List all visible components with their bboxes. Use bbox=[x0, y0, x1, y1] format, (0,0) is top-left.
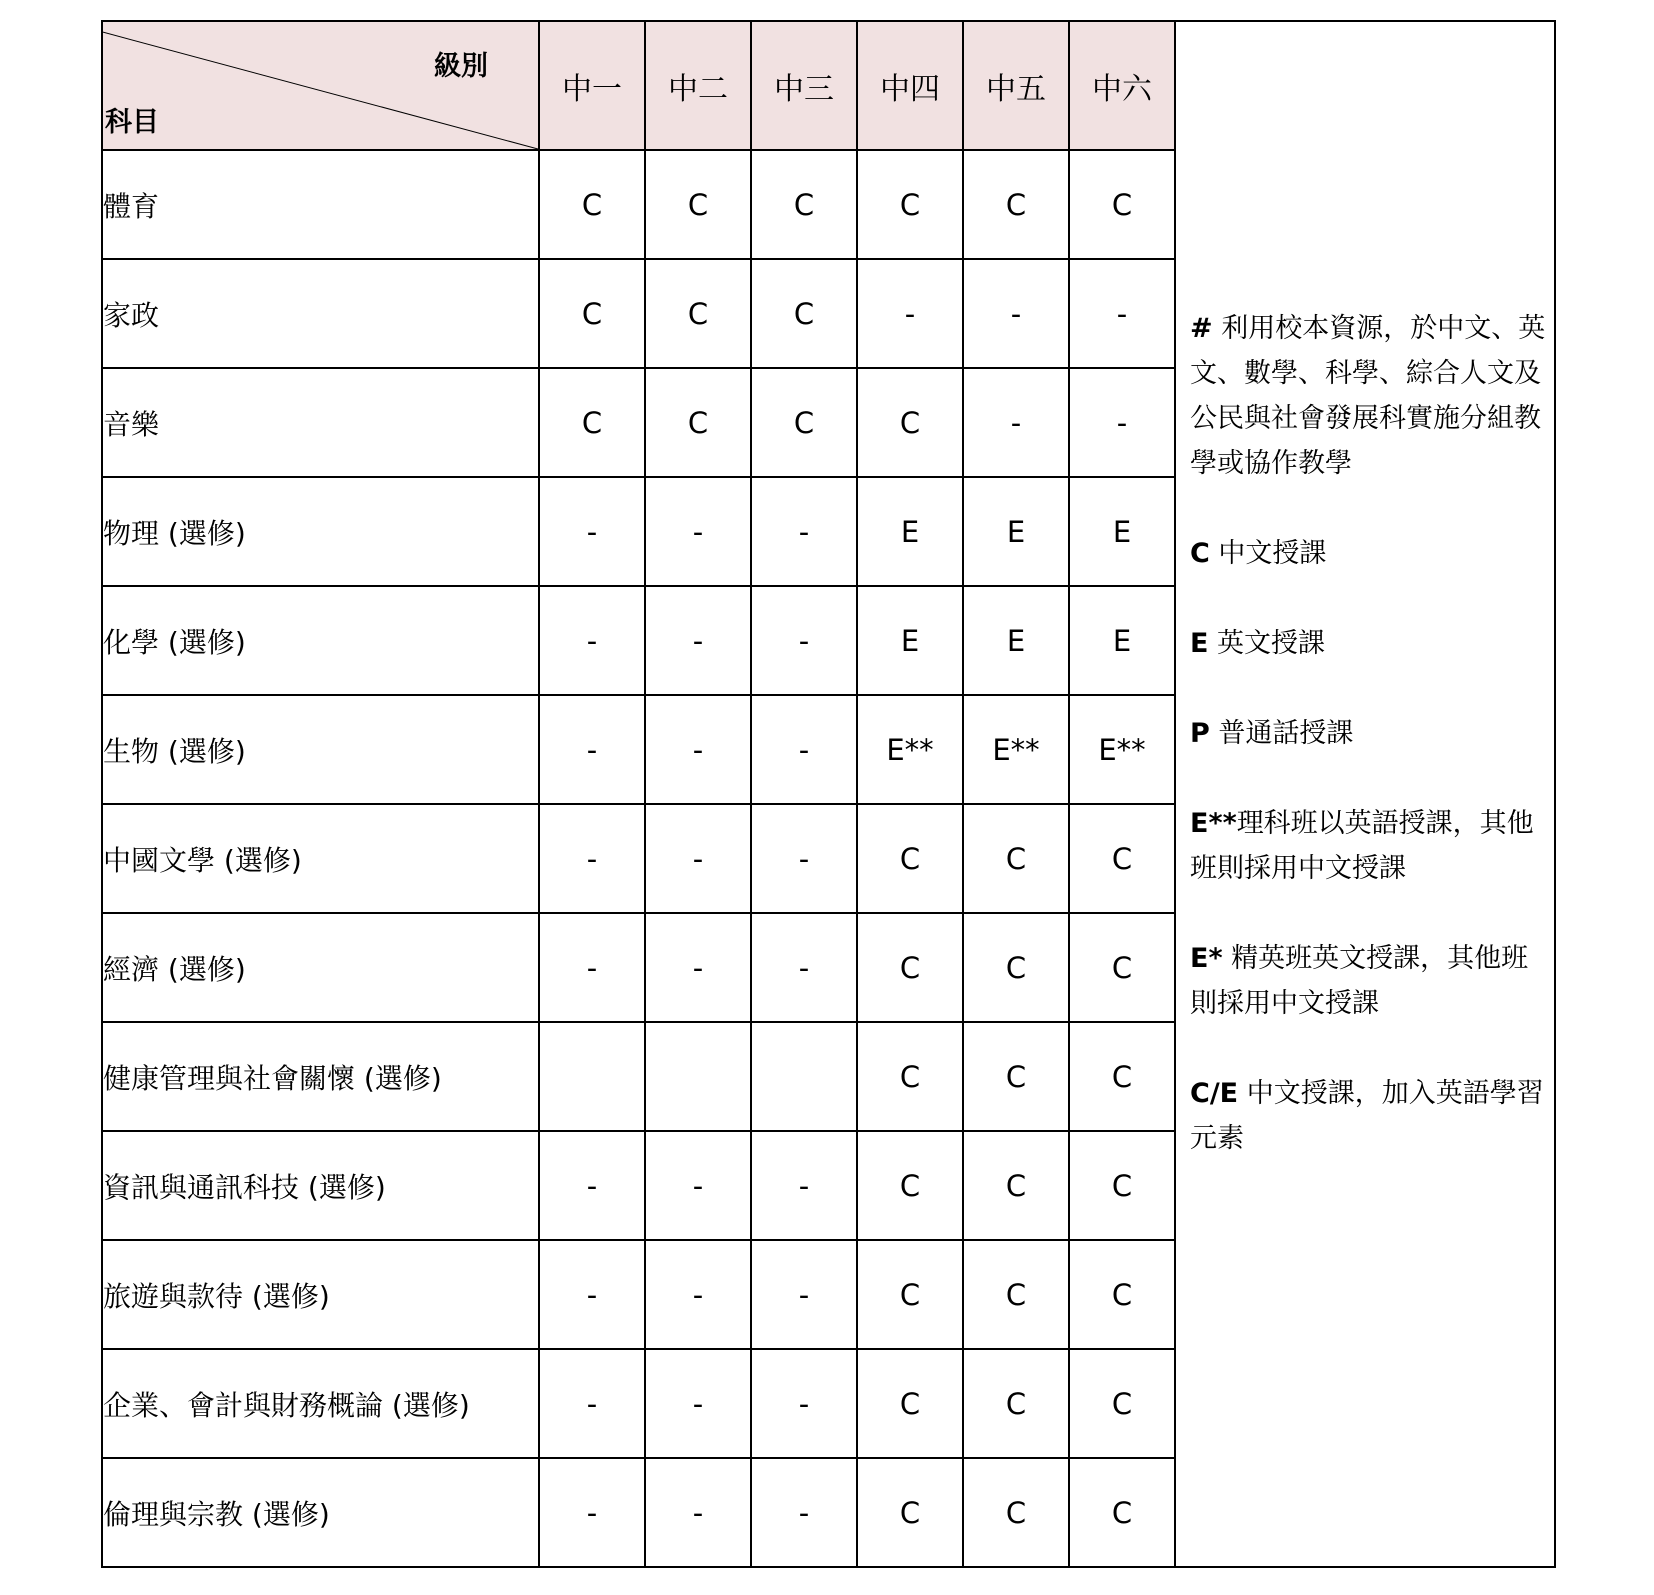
language-cell: C bbox=[1069, 1022, 1175, 1131]
language-cell: - bbox=[963, 368, 1069, 477]
subject-cell: 中國文學 (選修) bbox=[102, 804, 539, 913]
subject-header-label: 科目 bbox=[105, 107, 159, 138]
language-cell: C bbox=[857, 1349, 963, 1458]
language-cell: C bbox=[963, 1240, 1069, 1349]
language-cell: C bbox=[1069, 1349, 1175, 1458]
legend-item bbox=[1190, 1071, 1550, 1161]
grade-header-s1: 中一 bbox=[539, 21, 645, 150]
legend-notes bbox=[1190, 306, 1550, 1206]
language-cell: C bbox=[963, 1349, 1069, 1458]
grade-header-s3: 中三 bbox=[751, 21, 857, 150]
language-cell: - bbox=[539, 913, 645, 1022]
language-cell: C bbox=[751, 150, 857, 259]
subject-cell: 經濟 (選修) bbox=[102, 913, 539, 1022]
subject-cell: 企業、會計與財務概論 (選修) bbox=[102, 1349, 539, 1458]
language-cell: C bbox=[645, 259, 751, 368]
language-cell: - bbox=[539, 1240, 645, 1349]
language-cell: C bbox=[857, 1022, 963, 1131]
legend-item bbox=[1190, 621, 1550, 666]
language-cell: - bbox=[1069, 368, 1175, 477]
language-cell: E bbox=[1069, 586, 1175, 695]
language-cell: - bbox=[645, 913, 751, 1022]
language-cell: E bbox=[857, 586, 963, 695]
language-cell: C bbox=[1069, 1458, 1175, 1567]
language-cell: - bbox=[751, 1131, 857, 1240]
language-cell: C bbox=[857, 150, 963, 259]
language-cell: C bbox=[857, 913, 963, 1022]
legend-key: E* bbox=[1190, 943, 1223, 974]
legend-item bbox=[1190, 711, 1550, 756]
language-cell: - bbox=[645, 1349, 751, 1458]
language-cell: - bbox=[539, 695, 645, 804]
language-cell: - bbox=[539, 1349, 645, 1458]
language-cell: C bbox=[751, 368, 857, 477]
legend-notes-cell bbox=[1175, 21, 1555, 1567]
language-cell: - bbox=[539, 477, 645, 586]
language-cell: - bbox=[645, 1458, 751, 1567]
language-cell: - bbox=[1069, 259, 1175, 368]
legend-text: 中文授課，加入英語學習元素 bbox=[1190, 1078, 1544, 1154]
subject-cell: 旅遊與款待 (選修) bbox=[102, 1240, 539, 1349]
legend-key: E bbox=[1190, 628, 1209, 659]
language-cell: C bbox=[857, 804, 963, 913]
diagonal-divider-line bbox=[103, 22, 538, 149]
legend-key: P bbox=[1190, 718, 1210, 749]
language-cell: C bbox=[1069, 150, 1175, 259]
language-cell: C bbox=[539, 368, 645, 477]
language-cell: - bbox=[645, 477, 751, 586]
legend-item bbox=[1190, 801, 1550, 891]
language-cell: E bbox=[963, 586, 1069, 695]
language-cell: - bbox=[751, 1240, 857, 1349]
language-cell: C bbox=[539, 150, 645, 259]
legend-item bbox=[1190, 936, 1550, 1026]
language-cell: - bbox=[751, 695, 857, 804]
legend-key: C bbox=[1190, 538, 1210, 569]
language-cell: - bbox=[751, 1458, 857, 1567]
legend-item bbox=[1190, 531, 1550, 576]
subject-cell: 資訊與通訊科技 (選修) bbox=[102, 1131, 539, 1240]
language-cell bbox=[645, 1022, 751, 1131]
subject-cell: 家政 bbox=[102, 259, 539, 368]
language-cell: - bbox=[963, 259, 1069, 368]
language-cell: E** bbox=[963, 695, 1069, 804]
language-cell: C bbox=[857, 1131, 963, 1240]
language-cell: C bbox=[857, 1458, 963, 1567]
diagonal-header-cell bbox=[102, 21, 539, 150]
language-cell: - bbox=[751, 1349, 857, 1458]
language-cell: - bbox=[645, 1131, 751, 1240]
table-body bbox=[102, 21, 1555, 1567]
subject-cell: 化學 (選修) bbox=[102, 586, 539, 695]
language-cell: - bbox=[539, 804, 645, 913]
language-cell: C bbox=[645, 150, 751, 259]
grade-header-s6: 中六 bbox=[1069, 21, 1175, 150]
subject-cell: 生物 (選修) bbox=[102, 695, 539, 804]
language-cell: C bbox=[963, 1458, 1069, 1567]
language-cell: - bbox=[539, 1131, 645, 1240]
language-cell: - bbox=[645, 695, 751, 804]
language-cell: - bbox=[751, 913, 857, 1022]
language-cell: C bbox=[963, 1131, 1069, 1240]
language-cell: - bbox=[645, 586, 751, 695]
subject-cell: 音樂 bbox=[102, 368, 539, 477]
language-cell: C bbox=[963, 913, 1069, 1022]
language-cell bbox=[751, 1022, 857, 1131]
language-cell: C bbox=[645, 368, 751, 477]
subject-cell: 體育 bbox=[102, 150, 539, 259]
language-cell: E bbox=[963, 477, 1069, 586]
language-cell: - bbox=[539, 1458, 645, 1567]
language-cell: C bbox=[751, 259, 857, 368]
legend-key: # bbox=[1190, 313, 1213, 344]
legend-text: 利用校本資源，於中文、英文、數學、科學、綜合人文及公民與社會發展科實施分組教學或協作教學 bbox=[1190, 313, 1546, 479]
language-cell: - bbox=[645, 804, 751, 913]
subject-cell: 物理 (選修) bbox=[102, 477, 539, 586]
subject-cell: 倫理與宗教 (選修) bbox=[102, 1458, 539, 1567]
language-cell: E bbox=[857, 477, 963, 586]
language-cell: - bbox=[645, 1240, 751, 1349]
grade-header-s5: 中五 bbox=[963, 21, 1069, 150]
language-cell: C bbox=[963, 150, 1069, 259]
language-cell: C bbox=[1069, 1131, 1175, 1240]
subject-cell: 健康管理與社會關懷 (選修) bbox=[102, 1022, 539, 1131]
grade-header-label: 級別 bbox=[434, 51, 488, 82]
language-cell: - bbox=[751, 804, 857, 913]
language-cell: E bbox=[1069, 477, 1175, 586]
legend-key: C/E bbox=[1190, 1078, 1239, 1109]
language-cell: - bbox=[539, 586, 645, 695]
legend-text: 普通話授課 bbox=[1209, 718, 1354, 749]
legend-text: 英文授課 bbox=[1208, 628, 1326, 659]
language-cell: C bbox=[857, 1240, 963, 1349]
language-cell: C bbox=[857, 368, 963, 477]
language-cell: C bbox=[963, 1022, 1069, 1131]
language-cell bbox=[539, 1022, 645, 1131]
language-cell: - bbox=[751, 586, 857, 695]
language-cell: E** bbox=[857, 695, 963, 804]
language-cell: E** bbox=[1069, 695, 1175, 804]
legend-text: 理科班以英語授課，其他班則採用中文授課 bbox=[1190, 808, 1534, 884]
language-cell: C bbox=[1069, 804, 1175, 913]
legend-key: E** bbox=[1190, 808, 1237, 839]
language-cell: C bbox=[1069, 913, 1175, 1022]
medium-of-instruction-table bbox=[101, 20, 1556, 1568]
language-cell: C bbox=[1069, 1240, 1175, 1349]
language-cell: - bbox=[857, 259, 963, 368]
language-cell: C bbox=[963, 804, 1069, 913]
grade-header-s2: 中二 bbox=[645, 21, 751, 150]
legend-text: 精英班英文授課，其他班則採用中文授課 bbox=[1190, 943, 1529, 1019]
grade-header-s4: 中四 bbox=[857, 21, 963, 150]
legend-text: 中文授課 bbox=[1209, 538, 1327, 569]
language-cell: - bbox=[751, 477, 857, 586]
header-row bbox=[102, 21, 1555, 150]
legend-item bbox=[1190, 306, 1550, 486]
language-cell: C bbox=[539, 259, 645, 368]
